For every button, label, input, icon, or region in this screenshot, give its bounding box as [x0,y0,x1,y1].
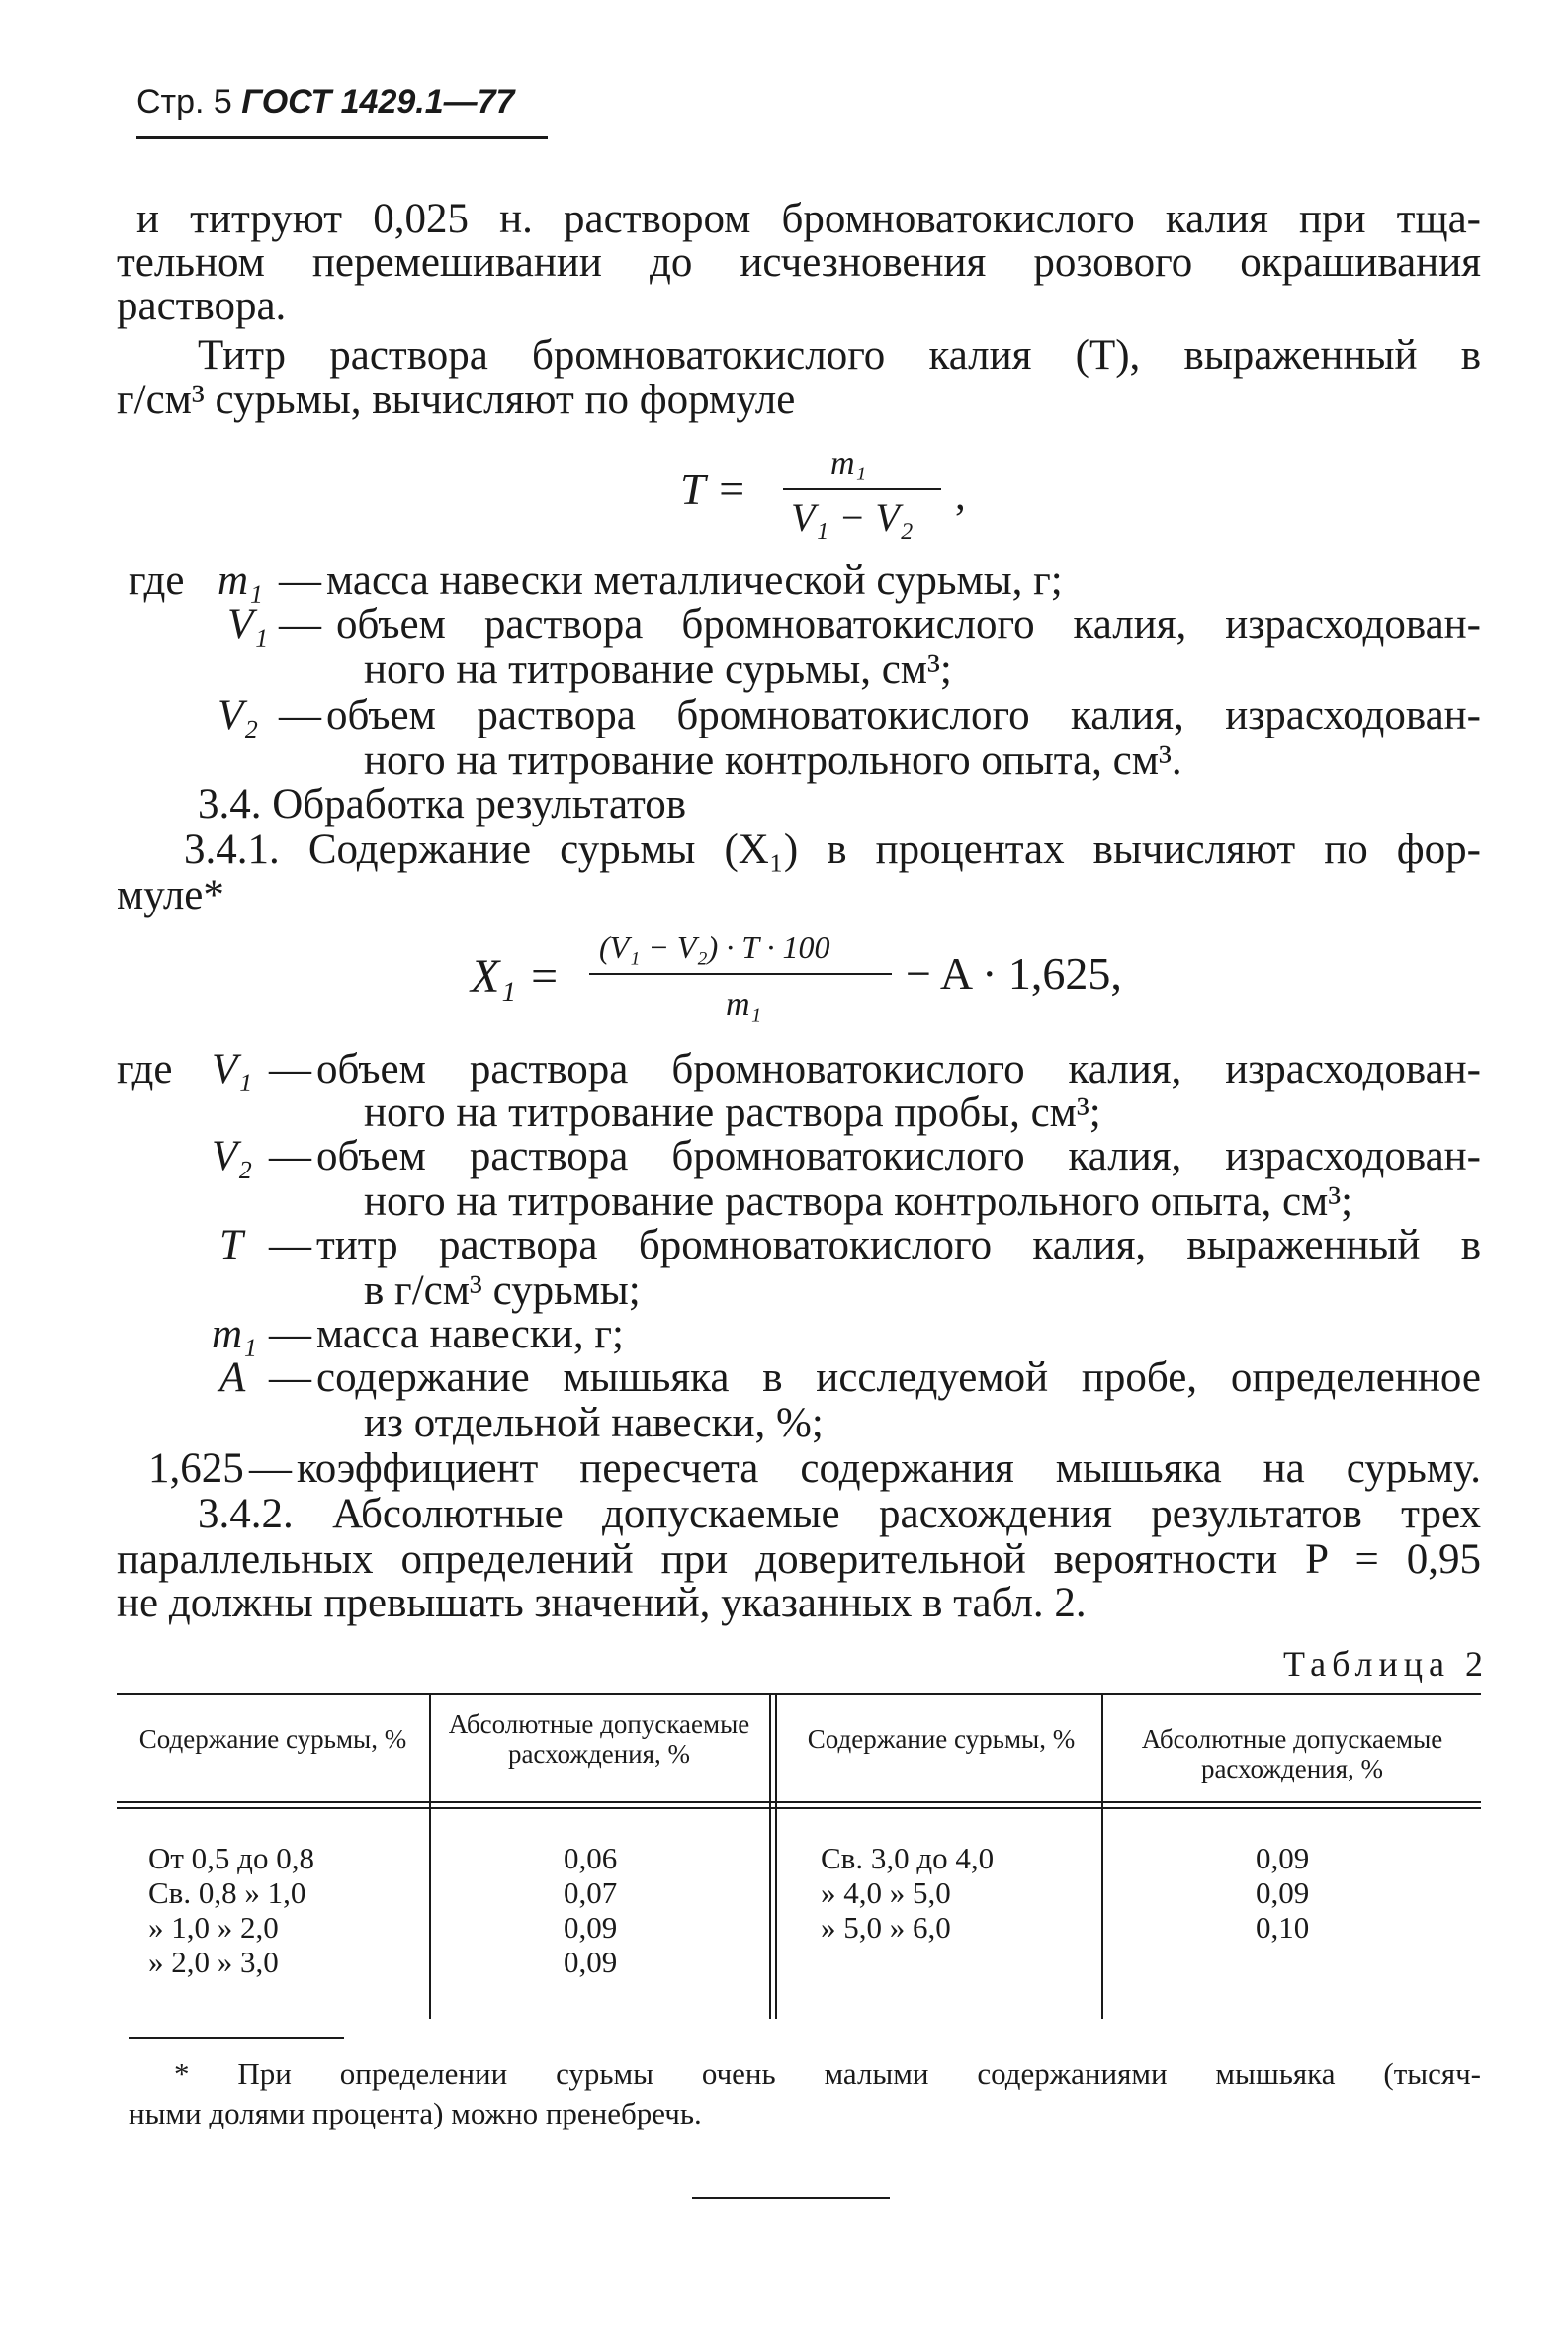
table-col-divider-1 [429,1693,431,2019]
para1-line-3: раствора. [117,283,287,329]
table-header-tolerance-right: Абсолютные допускаемые расхождения, % [1141,1724,1443,1783]
where1-symbol-v2: V₂ [218,692,259,738]
formula1-lhs: T = [680,464,747,514]
section-3-4-2-line2: параллельных определений при доверительной вероятности P = 0,95 [117,1536,1481,1583]
footnote-line-2: ными долями процента) можно пренебречь. [129,2096,702,2130]
table-col-divider-2b [775,1693,777,2019]
where2-dash: — [269,1354,311,1401]
where2-dash: — [269,1222,311,1268]
section-3-4-heading: 3.4. Обработка результатов [198,781,686,827]
table-col-divider-2a [769,1693,771,2019]
where2-prefix: где [117,1046,173,1092]
formula1-numerator: m₁ [830,445,867,481]
formula1-denominator: V₁ − V₂ [791,495,914,540]
table-header-content-left: Содержание сурьмы, % [138,1724,407,1754]
table-right-range: » 5,0 » 6,0 [821,1910,951,1945]
where2-dash: — [269,1311,311,1357]
where2-desc-t-line1: титр раствора бромноватокислого калия, выраженный в [316,1222,1481,1268]
table-right-value: 0,10 [1256,1910,1310,1945]
table-caption: Таблица 2 [1283,1644,1489,1684]
where1-desc-v1-line2: ного на титрование сурьмы, см³; [364,647,952,693]
where2-desc-v1-line2: ного на титрование раствора пробы, см³; [364,1089,1101,1136]
table-right-value: 0,09 [1256,1841,1310,1875]
table-header-rule-2 [117,1807,1481,1809]
where2-symbol-m1: m₁ [212,1311,258,1357]
header-rule [136,136,548,139]
where2-dash: — [269,1133,311,1179]
where2-desc-a-line2: из отдельной навески, %; [364,1400,824,1446]
table-left-value: 0,09 [564,1945,618,1979]
where2-desc-v2-line1: объем раствора бромноватокислого калия, израсходован- [316,1133,1481,1179]
where2-symbol-v2: V₂ [212,1133,253,1179]
formula2-fraction-bar [589,973,892,975]
table-left-value: 0,06 [564,1841,618,1875]
formula2-numerator: (V₁ − V₂) · T · 100 [599,929,830,965]
where1-desc-m1: масса навески металлической сурьмы, г; [326,558,1063,604]
where1-prefix: где [129,558,185,604]
where2-symbol-v1: V₁ [212,1046,253,1092]
where1-dash: — [279,601,321,648]
where1-desc-v2-line1: объем раствора бромноватокислого калия, израсходован- [326,692,1481,738]
page-number: Стр. 5 [136,83,232,121]
table-header-content-right: Содержание сурьмы, % [807,1724,1076,1754]
where2-desc-coef: коэффициент пересчета содержания мышьяка на сурьму. [297,1445,1481,1492]
formula1-fraction-bar [783,488,941,490]
where2-desc-m1: масса навески, г; [316,1311,624,1357]
where1-dash: — [279,692,321,738]
table-left-value: 0,07 [564,1875,618,1910]
table-right-value: 0,09 [1256,1875,1310,1910]
table-header-rule-1 [117,1801,1481,1803]
where2-dash: — [269,1046,311,1092]
table-right-range: » 4,0 » 5,0 [821,1875,951,1910]
where2-desc-v2-line2: ного на титрование раствора контрольного опыта, см³; [364,1178,1353,1225]
section-3-4-1-line2: муле* [117,872,224,918]
where2-desc-v1-line1: объем раствора бромноватокислого калия, израсходован- [316,1046,1481,1092]
where1-symbol-m1: m₁ [218,558,264,604]
where2-dash: — [249,1445,292,1492]
where1-desc-v1-line1: объем раствора бромноватокислого калия, израсходован- [336,601,1481,648]
table-right-range: Св. 3,0 до 4,0 [821,1841,995,1875]
end-rule [692,2197,890,2199]
table-left-range: От 0,5 до 0,8 [148,1841,314,1875]
section-3-4-2-line1: 3.4.2. Абсолютные допускаемые расхождения результатов трех [198,1491,1481,1537]
where2-symbol-t: T [219,1222,243,1268]
where1-symbol-v1: V₁ [227,601,269,648]
formula2-lhs: X₁ = [471,950,561,1002]
where2-symbol-a: A [219,1354,246,1401]
section-3-4-1-line1: 3.4.1. Содержание сурьмы (X₁) в процентах вычисляют по фор- [184,826,1481,873]
table-header-tolerance-left: Абсолютные допускаемые расхождения, % [448,1709,750,1769]
para2-line-1: Титр раствора бромноватокислого калия (T), выраженный в [198,332,1481,379]
table-left-range: » 1,0 » 2,0 [148,1910,279,1945]
table-left-range: » 2,0 » 3,0 [148,1945,279,1979]
where2-symbol-coef: 1,625 [148,1445,244,1492]
where1-dash: — [279,558,321,604]
footnote-rule [129,2037,344,2039]
table-left-value: 0,09 [564,1910,618,1945]
formula1-tail: , [955,473,966,519]
table-left-range: Св. 0,8 » 1,0 [148,1875,306,1910]
where2-desc-a-line1: содержание мышьяка в исследуемой пробе, определенное [316,1354,1481,1401]
where1-desc-v2-line2: ного на титрование контрольного опыта, см³. [364,738,1182,784]
where2-desc-t-line2: в г/см³ сурьмы; [364,1267,641,1314]
formula2-denominator: m₁ [726,987,762,1023]
para1-line-1: и титруют 0,025 н. раствором бромноватокислого калия при тща- [136,196,1481,242]
page-header [136,83,514,122]
footnote-line-1: * При определении сурьмы очень малыми содержаниями мышьяка (тысяч- [174,2056,1481,2091]
section-3-4-2-line3: не должны превышать значений, указанных в табл. 2. [117,1580,1087,1626]
para1-line-2: тельном перемешивании до исчезновения розового окрашивания [117,239,1481,286]
table-top-rule [117,1693,1481,1695]
standard-number: ГОСТ 1429.1—77 [241,83,515,121]
para2-line-2: г/см³ сурьмы, вычисляют по формуле [117,377,796,423]
formula2-tail: − A · 1,625, [906,948,1122,998]
